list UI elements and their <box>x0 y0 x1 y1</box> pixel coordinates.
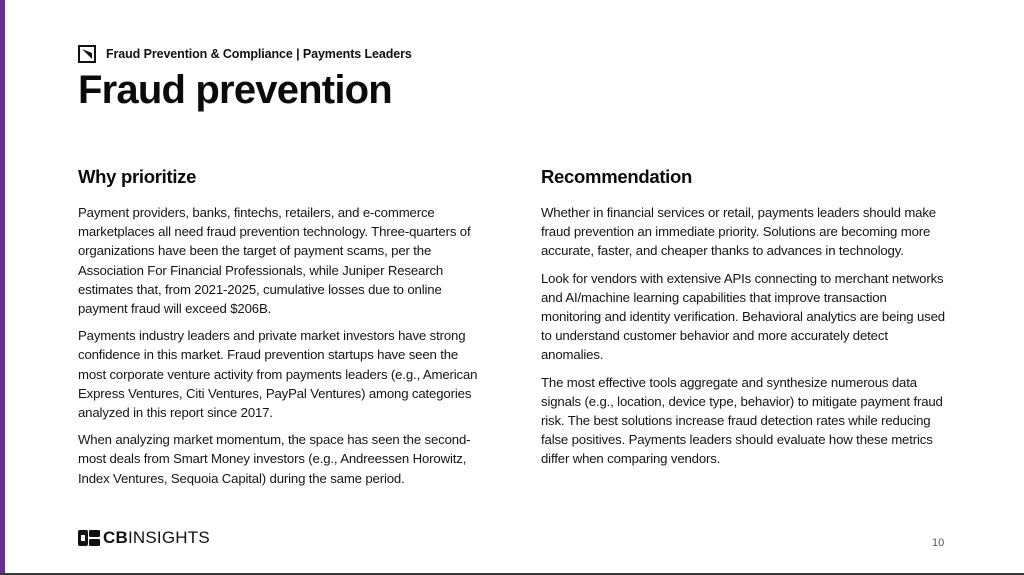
paragraph: Look for vendors with extensive APIs connecting to merchant networks and AI/machine learning capabilities that improve transaction monitoring and identity verification. Behavioral analytics are being used to understand customer behavior and more accurately detect anomalies. <box>541 270 945 363</box>
why-prioritize-section <box>78 166 483 496</box>
paragraph: Whether in financial services or retail, payments leaders should make fraud prevention an immediate priority. Solutions are becoming more accurate, faster, and cheaper thanks to advances in technology. <box>541 205 936 259</box>
recommendation-section <box>541 166 946 477</box>
paragraph: Payment providers, banks, fintechs, retailers, and e-commerce marketplaces all need fraud prevention technology. Three-quarters of organizations have been the target of payment scams, per the Association For Financial Professionals, while Juniper Research estimates that, from 2021-2025, cumulative losses due to online payment fraud will exceed $206B. <box>78 205 471 317</box>
paragraph: The most effective tools aggregate and synthesize numerous data signals (e.g., location, device type, behavior) to mitigate payment fraud risk. The best solutions increase fraud detection rates while reducing false positives. Payments leaders should evaluate how these metrics differ when comparing vendors. <box>541 374 943 467</box>
page-title: Fraud prevention <box>78 68 392 112</box>
header <box>78 45 412 63</box>
breadcrumb: Fraud Prevention & Compliance | Payments Leaders <box>106 47 412 61</box>
logo-wordmark-bold: CB <box>103 528 128 547</box>
paragraph: Payments industry leaders and private market investors have strong confidence in this market. Fraud prevention startups have seen the most corporate venture activity from payments leaders (e.g., American Express Ventures, Citi Ventures, PayPal Ventures) among categories analyzed in this report since 2017. <box>78 328 478 421</box>
section-heading: Recommendation <box>541 166 693 187</box>
logo-wordmark <box>103 528 210 548</box>
cb-document-mark-icon <box>78 45 96 63</box>
page-number: 10 <box>932 537 945 549</box>
accent-side-bar <box>0 0 5 575</box>
paragraph: When analyzing market momentum, the space has seen the second-most deals from Smart Money investors (e.g., Andreessen Horowitz, Index Ventures, Sequoia Capital) during the same period. <box>78 432 471 486</box>
section-heading: Why prioritize <box>78 166 197 187</box>
cb-insights-logo-icon <box>78 530 100 546</box>
logo-wordmark-rest: INSIGHTS <box>127 528 210 547</box>
cb-insights-logo <box>78 528 210 548</box>
